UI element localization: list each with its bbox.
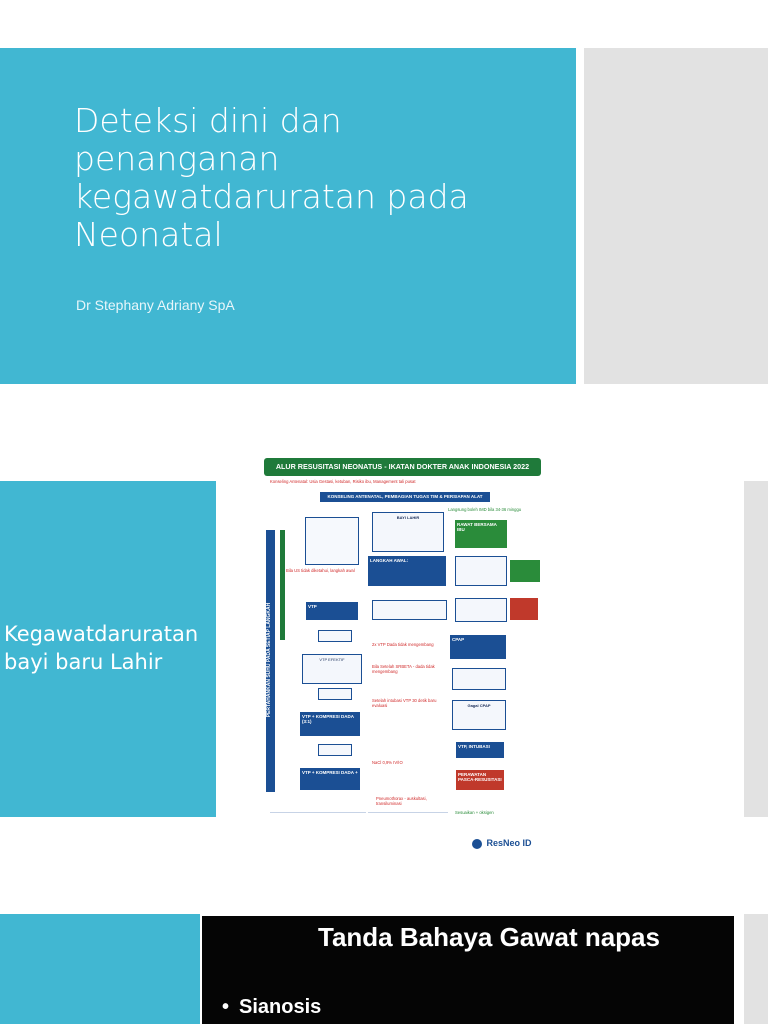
flowchart-box-oksigen <box>510 560 540 582</box>
flowchart-header: ALUR RESUSITASI NEONATUS - IKATAN DOKTER ANAK INDONESIA 2022 <box>264 458 541 476</box>
flowchart-green-note-0: Langsung boleh IMD bila 34-36 minggu <box>448 507 522 512</box>
flowchart-gagal-cpap-label: Gagal CPAP <box>467 703 491 708</box>
flowchart-red-note-0: Bila US tidak diketahui, langkah awal <box>286 568 355 573</box>
flowchart-decision-cpap <box>452 668 506 690</box>
flowchart-time-bar <box>280 530 285 640</box>
flowchart-box-rawat-bersama <box>455 520 507 548</box>
flowchart-box-vtp <box>306 602 358 620</box>
slide2-right-panel <box>744 481 768 817</box>
slide3-left-panel <box>0 914 200 1024</box>
slide3-bullet-sianosis <box>222 996 321 1019</box>
flowchart-box-vtp-kompresi-obat <box>300 768 360 790</box>
flowchart-decision-fj3 <box>318 744 352 756</box>
flowchart-vtp-kompresi-label: VTP + KOMPRESI DADA (3:1) <box>302 714 354 724</box>
flowchart-green-note-1: Sesuaikan + oksigen <box>455 810 494 815</box>
flowchart-vtp-efektif-label: VTP EFEKTIF <box>319 657 345 662</box>
flowchart-bayi-lahir-label: BAYI LAHIR <box>396 515 420 520</box>
flowchart-spo2-table <box>305 517 359 565</box>
bullet-dot-icon: • <box>222 996 230 1018</box>
flowchart-box-konseling: KONSELING ANTENATAL, PEMBAGIAN TUGAS TIM & PERSIAPAN ALAT <box>320 492 490 502</box>
flowchart-perawatan-label: PERAWATAN PASCA-RESUSITASI <box>458 772 502 782</box>
flowchart-box-vtp-kompresi <box>300 712 360 736</box>
resneo-logo <box>472 838 532 849</box>
slide1-subtitle: Dr Stephany Adriany SpA <box>76 297 235 313</box>
flowchart-red-note-5: Pneumothorax - auskultasi, transiluminasi <box>376 796 427 806</box>
resneo-logo-icon <box>472 839 482 849</box>
flowchart-decision-right1 <box>455 556 507 586</box>
slide3-bullet-label: Sianosis <box>239 996 322 1018</box>
flowchart-cpap-label: CPAP <box>452 637 465 642</box>
flowchart-decision-vtp-efektif <box>302 654 362 684</box>
slide1-side-panel <box>584 48 768 384</box>
flowchart-red-note-2: Bila Setelah SRBETA - dada tidak mengembang <box>372 664 435 674</box>
flowchart-vtp-intubasi-label: VTP, INTUBASI <box>458 744 490 749</box>
resneo-logo-text: ResNeo ID <box>486 838 532 848</box>
flowchart-box-vtp-intubasi <box>456 742 504 758</box>
flowchart-box-cpap <box>450 635 506 659</box>
slide1-title: Deteksi dini dan penanganan kegawatdaruratan pada Neonatal <box>74 101 469 254</box>
flowchart-vtp-label: VTP <box>308 604 317 609</box>
flowchart-rawat-bersama-label: RAWAT BERSAMA IBU <box>457 522 497 532</box>
flowchart-red-note-4: NaCl 0,9% IV/IO <box>372 760 403 765</box>
flowchart-decision-fj2 <box>318 688 352 700</box>
flowchart-note-counseling: Konseling Antenatal: Usia Gestasi, ketuban, Risiko ibu, Management tali pusat <box>270 479 416 484</box>
flowchart-langkah-awal-label: LANGKAH AWAL: <box>370 558 409 563</box>
flowchart-box-langkah-awal <box>368 556 446 586</box>
flowchart-side-label: PERTAHANKAN SUHU PADA SETIAP LANGKAH <box>266 602 272 718</box>
flowchart-decision-fj1 <box>318 630 352 642</box>
flowchart-footnote-mid <box>368 812 448 843</box>
flowchart-decision-napas <box>372 600 447 620</box>
flowchart-red-note-1: 2x VTP Dada tidak mengembang <box>372 642 434 647</box>
slide3-heading: Tanda Bahaya Gawat napas <box>318 922 660 952</box>
slide2-title: Kegawatdaruratan bayi baru Lahir <box>4 622 199 674</box>
flowchart-box-red-right <box>510 598 538 620</box>
flowchart-vtp-kompresi-obat-label: VTP + KOMPRESI DADA + <box>302 770 358 775</box>
slide3-right-panel <box>744 914 768 1024</box>
flowchart-box-perawatan <box>456 770 504 790</box>
flowchart-decision-gagal-cpap <box>452 700 506 730</box>
flowchart-footnote-left <box>270 812 366 843</box>
flowchart-decision-right2 <box>455 598 507 622</box>
flowchart-decision-bayi-lahir <box>372 512 444 552</box>
flowchart-red-note-3: Setelah intubasi VTP 30 detik baru evaluasi <box>372 698 437 708</box>
